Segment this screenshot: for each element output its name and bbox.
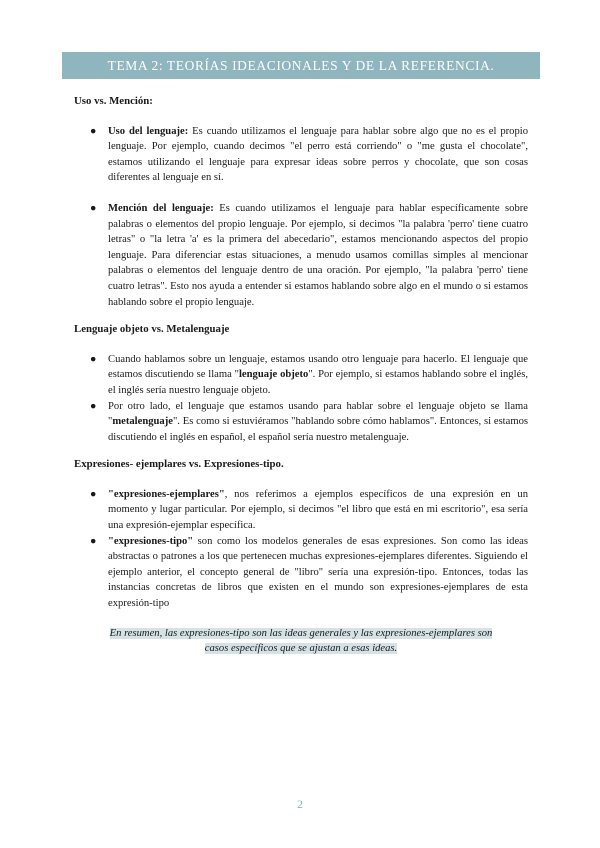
- bullet-icon: ●: [90, 488, 97, 500]
- metalenguaje-list: [74, 352, 528, 446]
- term-label: "expresiones-ejemplares": [108, 488, 225, 500]
- list-item: [74, 534, 528, 612]
- term-label: Mención del lenguaje:: [108, 202, 214, 214]
- list-item: [74, 352, 528, 399]
- expresiones-list: [74, 487, 528, 612]
- list-item: [74, 399, 528, 446]
- list-item: [74, 201, 528, 310]
- summary-line-1: En resumen, las expresiones-tipo son las ideas generales y las expresiones-ejemplares son: [109, 627, 493, 639]
- section-heading-expresiones: Expresiones- ejemplares vs. Expresiones-tipo.: [74, 458, 284, 471]
- item-text: Es cuando utilizamos el lenguaje para hablar sobre algo que no es el propio lenguaje. Por ejemplo, cuando decimos "el perro está corriendo" o "me gusta el chocolate", estamos utilizando el lenguaje para expresar ideas sobre perros y chocolate, que son cosas diferentes al lenguaje en sí.: [108, 125, 529, 184]
- item-text: Es cuando utilizamos el lenguaje para hablar específicamente sobre palabras o elementos del propio lenguaje. Por ejemplo, si decimos "la palabra 'perro' tiene cuatro letras" o "la letra 'a' es la primera del abecedario", estamos mencionando aspectos del propio lenguaje. Para diferenciar estas situaciones, a menudo usamos comillas simples al mencionar palabras o elementos del lenguaje dentro de una oración. Por ejemplo, "la palabra 'perro' tiene cuatro letras". Esto nos ayuda a entender si estamos hablando sobre algo en el mundo o si estamos hablando sobre el propio lenguaje.: [108, 202, 528, 308]
- bullet-icon: ●: [90, 400, 97, 412]
- summary-line-2: casos específicos que se ajustan a esas ideas.: [204, 643, 398, 655]
- bullet-icon: ●: [90, 202, 97, 214]
- document-body: [74, 94, 528, 657]
- bullet-icon: ●: [90, 353, 97, 365]
- term-label: Uso del lenguaje:: [108, 125, 189, 137]
- term-label: lenguaje objeto: [238, 369, 309, 381]
- section-heading-uso-mencion: Uso vs. Mención:: [74, 95, 153, 107]
- list-item: [74, 124, 528, 186]
- list-item: [74, 487, 528, 534]
- term-label: "expresiones-tipo": [108, 535, 194, 547]
- bullet-icon: ●: [90, 125, 97, 137]
- term-label: metalenguaje: [112, 416, 173, 428]
- bullet-icon: ●: [90, 535, 97, 547]
- item-text: , nos referimos a ejemplos específicos de una expresión en un momento y lugar particular. Por ejemplo, si decimos "el libro que está en mi escritorio", esa sería una expresión-ejemplar específica.: [108, 488, 528, 532]
- item-text: Cuando hablamos sobre un lenguaje, estamos usando otro lenguaje para hacerlo. El lenguaje que estamos discutiendo se llama ": [108, 353, 528, 381]
- page-title-banner: TEMA 2: TEORÍAS IDEACIONALES Y DE LA REFERENCIA.: [62, 52, 540, 79]
- item-text: son como los modelos generales de esas expresiones. Son como las ideas abstractas o patrones a los que pertenecen muchas expresiones-ejemplares diferentes. Siguiendo el ejemplo anterior, el concepto general de "libro" sería una expresión-tipo. Entonces, todas las instancias concretas de libros que existen en el mundo son expresiones-ejemplares de esta expresión-tipo: [108, 535, 528, 610]
- item-text: ". Por ejemplo, si estamos hablando sobre el inglés, el inglés sería nuestro lenguaje objeto.: [108, 369, 528, 396]
- item-text: Por otro lado, el lenguaje que estamos usando para hablar sobre el lenguaje objeto se llama ": [108, 400, 528, 428]
- summary-callout: [74, 626, 528, 657]
- uso-mencion-list: [74, 124, 528, 311]
- section-heading-metalenguaje: Lenguaje objeto vs. Metalenguaje: [74, 323, 230, 336]
- item-text: ". Es como si estuviéramos "hablando sobre cómo hablamos". Entonces, si estamos discutiendo el inglés en español, el español sería nuestro metalenguaje.: [108, 416, 528, 443]
- page-number: 2: [297, 797, 303, 811]
